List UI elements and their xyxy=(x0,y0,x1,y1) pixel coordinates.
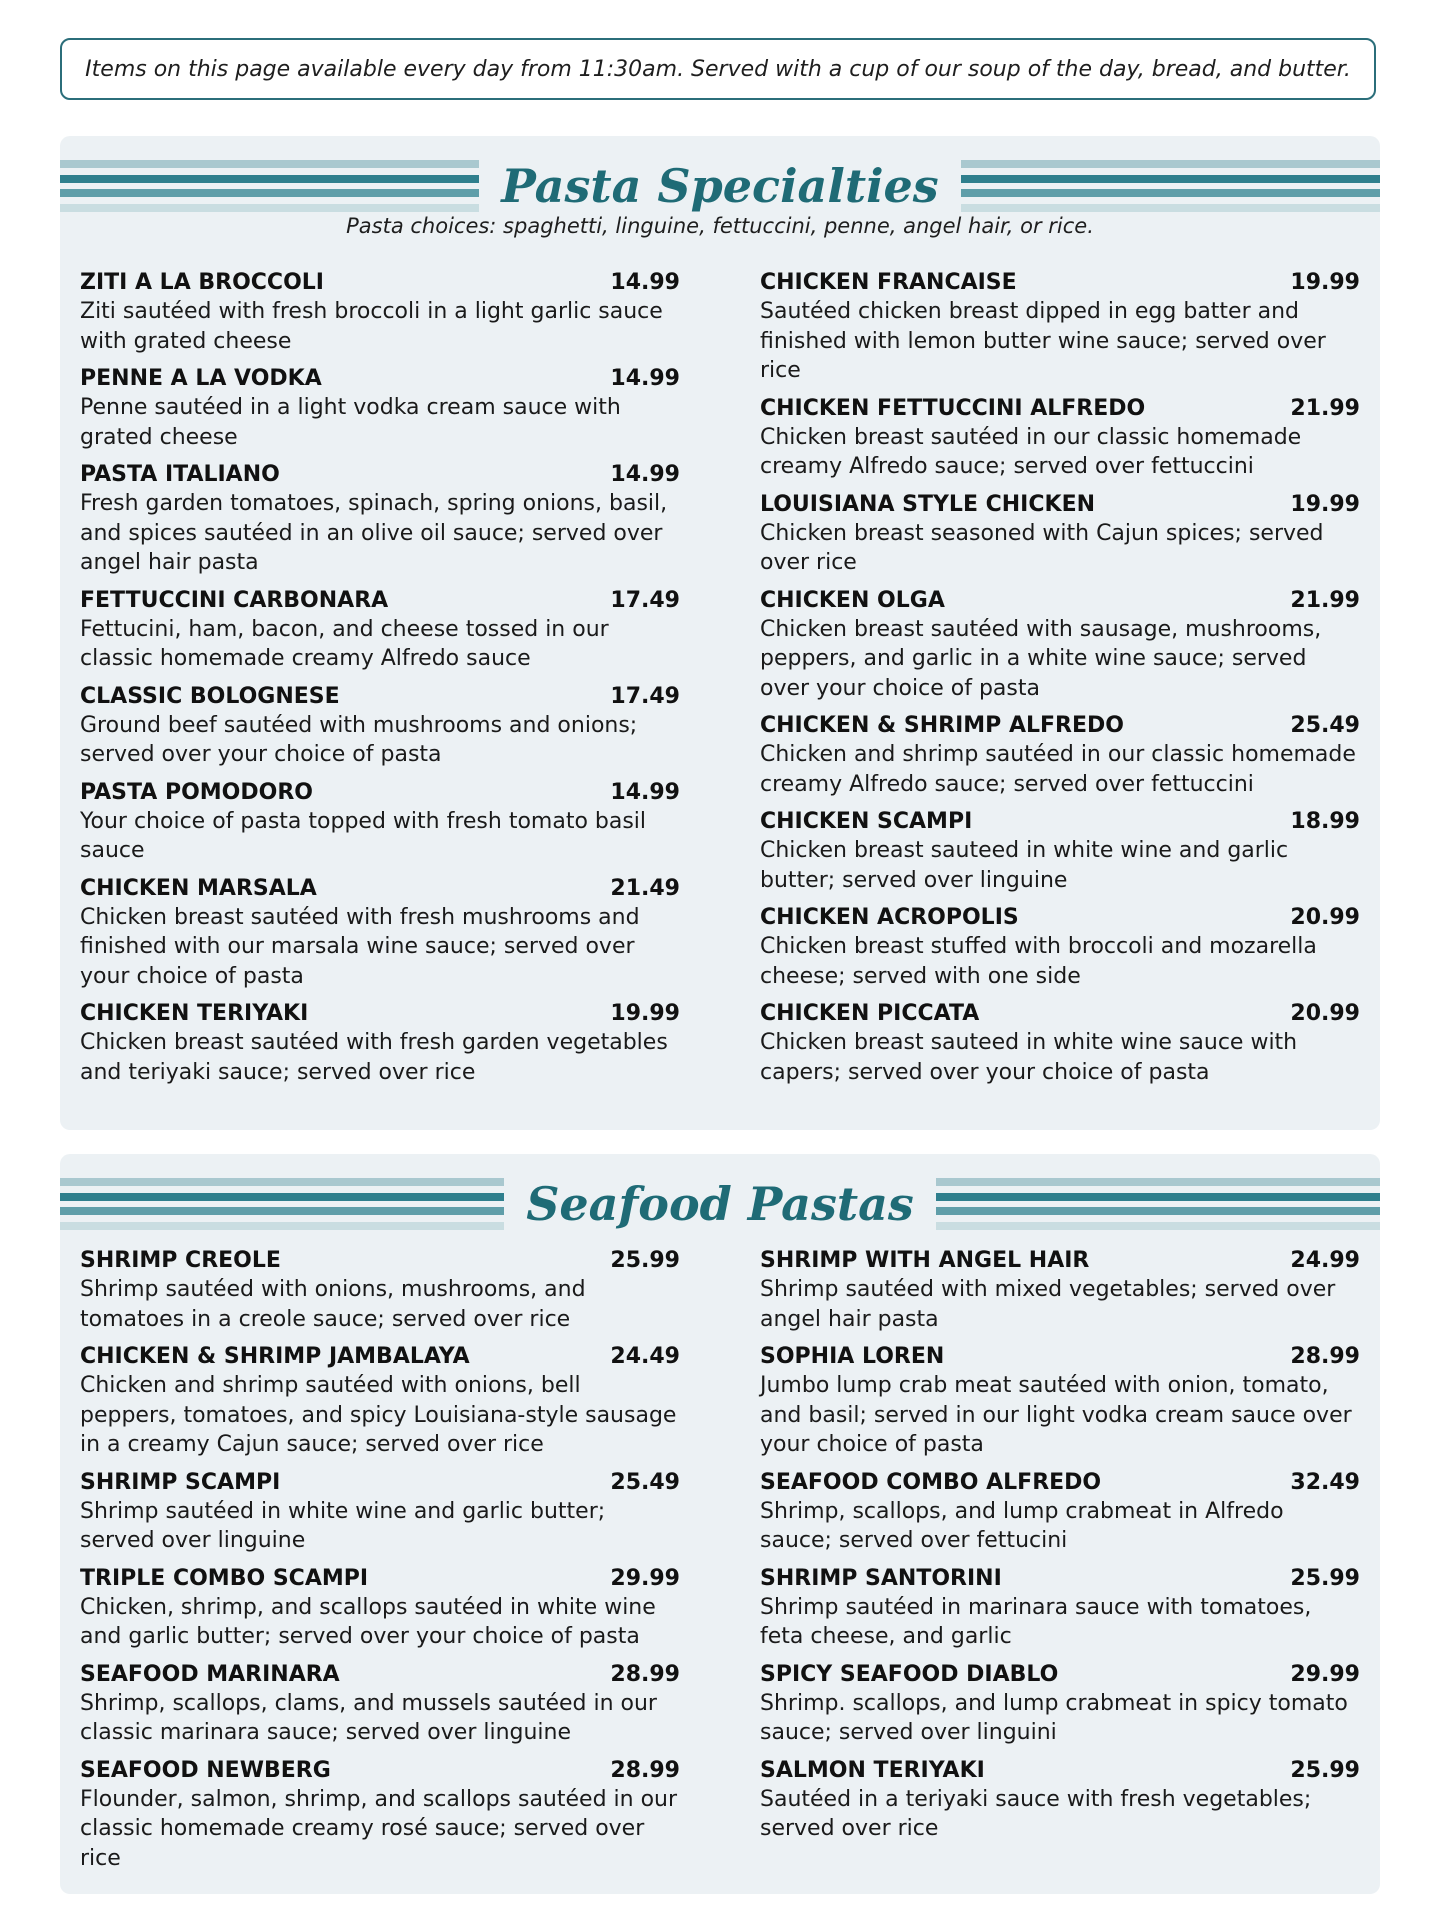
menu-item xyxy=(80,874,680,992)
menu-item-name: SHRIMP SCAMPI xyxy=(80,1469,281,1495)
menu-item-price: 25.99 xyxy=(1290,1757,1360,1783)
menu-item-description: Chicken breast sautéed with fresh garden vegetables and teriyaki sauce; served over rice xyxy=(80,1030,668,1085)
menu-item-description: Flounder, salmon, shrimp, and scallops sautéed in our classic homemade creamy rosé sauce; served over rice xyxy=(80,1786,678,1871)
menu-item-price: 20.99 xyxy=(1290,905,1360,930)
menu-item-name: CHICKEN FETTUCCINI ALFREDO xyxy=(760,395,1146,421)
menu-item-name: CHICKEN TERIYAKI xyxy=(80,1001,309,1026)
menu-item xyxy=(760,999,1360,1087)
menu-item-name: SHRIMP CREOLE xyxy=(80,1248,281,1273)
decorative-stripes xyxy=(60,160,479,212)
menu-item-name: TRIPLE COMBO SCAMPI xyxy=(80,1565,369,1591)
menu-item xyxy=(760,807,1360,895)
menu-item-header xyxy=(80,999,680,1028)
menu-item-header xyxy=(80,364,680,393)
menu-item-description: Shrimp. scallops, and lump crabmeat in spicy tomato sauce; served over linguini xyxy=(760,1690,1348,1745)
menu-item-header xyxy=(760,711,1360,740)
menu-item-description: Chicken breast seasoned with Cajun spices; served over rice xyxy=(760,520,1324,575)
menu-item-name: CHICKEN MARSALA xyxy=(80,875,317,901)
decorative-stripes xyxy=(60,1178,504,1230)
menu-item-price: 25.49 xyxy=(1290,713,1360,738)
menu-item-header xyxy=(760,807,1360,836)
menu-item-name: CHICKEN PICCATA xyxy=(760,1001,980,1026)
menu-item xyxy=(760,394,1360,482)
menu-item-description: Jumbo lump crab meat sautéed with onion, tomato, and basil; served in our light vodka cream sauce over your choice of pasta xyxy=(760,1373,1352,1457)
menu-item-description: Chicken breast sauteed in white wine and garlic butter; served over linguine xyxy=(760,838,1289,893)
menu-item-header xyxy=(80,460,680,489)
menu-item-header xyxy=(80,1246,680,1275)
menu-item xyxy=(80,682,680,770)
menu-item xyxy=(760,268,1360,386)
availability-notice: Items on this page available every day from 11:30am. Served with a cup of our soup of the day, bread, and butter. xyxy=(60,38,1376,100)
menu-item xyxy=(760,586,1360,704)
menu-item xyxy=(80,1468,680,1556)
menu-item-header xyxy=(760,394,1360,423)
menu-item-name: SALMON TERIYAKI xyxy=(760,1757,985,1783)
menu-item-description: Fettucini, ham, bacon, and cheese tossed in our classic homemade creamy Alfredo sauce xyxy=(80,616,609,671)
section-header xyxy=(60,1164,1380,1244)
menu-item-name: PASTA ITALIANO xyxy=(80,462,280,487)
menu-item-price: 17.49 xyxy=(610,587,680,613)
menu-item-name: PENNE A LA VODKA xyxy=(80,366,322,391)
menu-item-description: Chicken and shrimp sautéed in our classic homemade creamy Alfredo sauce; served over fettuccini xyxy=(760,742,1356,797)
menu-item-description: Sautéed chicken breast dipped in egg batter and finished with lemon butter wine sauce; served over rice xyxy=(760,299,1326,383)
menu-item-name: SOPHIA LOREN xyxy=(760,1344,945,1369)
menu-item-header xyxy=(80,682,680,711)
menu-item-description: Shrimp, scallops, clams, and mussels sautéed in our classic marinara sauce; served over linguine xyxy=(80,1690,657,1745)
menu-item xyxy=(80,268,680,356)
menu-item-price: 19.99 xyxy=(1290,270,1360,295)
menu-item-header xyxy=(760,586,1360,615)
menu-item-header xyxy=(80,1564,680,1593)
menu-item xyxy=(80,586,680,674)
menu-item-description: Shrimp sautéed with onions, mushrooms, and tomatoes in a creole sauce; served over rice xyxy=(80,1277,586,1332)
menu-item-header xyxy=(760,1468,1360,1497)
menu-item xyxy=(760,1246,1360,1334)
menu-item xyxy=(80,1660,680,1748)
menu-column-right xyxy=(760,268,1360,1095)
menu-item-price: 19.99 xyxy=(610,1001,680,1026)
menu-item-header xyxy=(80,268,680,297)
menu-item-price: 20.99 xyxy=(1290,1001,1360,1026)
menu-item-description: Ziti sautéed with fresh broccoli in a light garlic sauce with grated cheese xyxy=(80,299,663,354)
menu-item xyxy=(80,1342,680,1460)
menu-item-name: SEAFOOD MARINARA xyxy=(80,1661,340,1687)
menu-column-left xyxy=(80,1246,680,1881)
menu-item-description: Shrimp sautéed in marinara sauce with tomatoes, feta cheese, and garlic xyxy=(760,1594,1312,1649)
menu-item-name: SPICY SEAFOOD DIABLO xyxy=(760,1661,1059,1687)
menu-item-price: 25.49 xyxy=(610,1469,680,1495)
menu-item-header xyxy=(760,1564,1360,1593)
menu-item xyxy=(760,711,1360,799)
menu-item-price: 28.99 xyxy=(1290,1344,1360,1369)
menu-item-header xyxy=(760,268,1360,297)
menu-item xyxy=(760,1342,1360,1460)
menu-item-name: CHICKEN & SHRIMP JAMBALAYA xyxy=(80,1344,470,1369)
menu-item xyxy=(760,1660,1360,1748)
menu-item-description: Chicken, shrimp, and scallops sautéed in white wine and garlic butter; served over your choice of pasta xyxy=(80,1594,656,1649)
pasta-choices-note: Pasta choices: spaghetti, linguine, fettuccini, penne, angel hair, or rice. xyxy=(346,214,1094,238)
menu-column-right xyxy=(760,1246,1360,1881)
menu-item-description: Shrimp, scallops, and lump crabmeat in Alfredo sauce; served over fettucini xyxy=(760,1498,1284,1553)
menu-item-price: 21.99 xyxy=(1290,587,1360,613)
menu-item-price: 32.49 xyxy=(1290,1469,1360,1495)
menu-item xyxy=(80,460,680,578)
menu-item-price: 19.99 xyxy=(1290,491,1360,517)
menu-item xyxy=(760,490,1360,578)
menu-item-header xyxy=(760,490,1360,519)
menu-item-header xyxy=(760,1756,1360,1785)
menu-item-header xyxy=(760,903,1360,932)
menu-item-name: CHICKEN FRANCAISE xyxy=(760,270,1017,295)
menu-item-description: Chicken breast sautéed with sausage, mushrooms, peppers, and garlic in a white wine sauce; served over your choice of pasta xyxy=(760,616,1322,701)
menu-item-description: Chicken breast sautéed in our classic homemade creamy Alfredo sauce; served over fettuccini xyxy=(760,424,1302,479)
menu-item-name: CHICKEN OLGA xyxy=(760,587,945,613)
menu-item-description: Chicken breast sautéed with fresh mushrooms and finished with our marsala wine sauce; served over your choice of pasta xyxy=(80,904,640,989)
menu-column-left xyxy=(80,268,680,1095)
menu-item-name: SEAFOOD NEWBERG xyxy=(80,1757,331,1783)
menu-item-price: 29.99 xyxy=(610,1565,680,1591)
menu-item-header xyxy=(80,586,680,615)
menu-item-header xyxy=(80,1342,680,1371)
menu-item-header xyxy=(80,1660,680,1689)
menu-item-header xyxy=(760,1246,1360,1275)
menu-item-price: 18.99 xyxy=(1290,809,1360,834)
menu-item-price: 17.49 xyxy=(610,683,680,709)
menu-item-description: Fresh garden tomatoes, spinach, spring onions, basil, and spices sautéed in an olive oil sauce; served over angel hair pasta xyxy=(80,491,668,575)
menu-item-price: 21.99 xyxy=(1290,395,1360,421)
section-title: Pasta Specialties xyxy=(501,159,939,213)
menu-item-name: FETTUCCINI CARBONARA xyxy=(80,587,389,613)
menu-item-name: SHRIMP WITH ANGEL HAIR xyxy=(760,1248,1090,1273)
pasta-specialties-section xyxy=(60,136,1380,1130)
decorative-stripes xyxy=(936,1178,1380,1230)
menu-item-price: 24.99 xyxy=(1290,1248,1360,1273)
menu-item-price: 14.99 xyxy=(610,462,680,487)
menu-item-name: ZITI A LA BROCCOLI xyxy=(80,270,324,295)
menu-item xyxy=(80,1246,680,1334)
menu-item-description: Shrimp sautéed in white wine and garlic butter; served over linguine xyxy=(80,1498,606,1553)
menu-item-name: CHICKEN & SHRIMP ALFREDO xyxy=(760,713,1124,738)
seafood-pastas-section xyxy=(60,1154,1380,1894)
menu-item-header xyxy=(760,999,1360,1028)
menu-item xyxy=(760,1564,1360,1652)
menu-item-header xyxy=(760,1342,1360,1371)
menu-item xyxy=(760,1756,1360,1844)
menu-item-description: Your choice of pasta topped with fresh tomato basil sauce xyxy=(80,808,647,863)
menu-item-price: 14.99 xyxy=(610,366,680,391)
section-title: Seafood Pastas xyxy=(526,1177,914,1231)
menu-item-price: 14.99 xyxy=(610,779,680,805)
menu-item-description: Chicken and shrimp sautéed with onions, bell peppers, tomatoes, and spicy Louisiana-style sausage in a creamy Cajun sauce; served over rice xyxy=(80,1373,677,1457)
menu-item-description: Sautéed in a teriyaki sauce with fresh vegetables; served over rice xyxy=(760,1786,1312,1841)
menu-item-header xyxy=(80,778,680,807)
menu-item xyxy=(760,1468,1360,1556)
menu-item-name: PASTA POMODORO xyxy=(80,779,313,805)
menu-item-header xyxy=(760,1660,1360,1689)
menu-item-name: SHRIMP SANTORINI xyxy=(760,1565,1002,1591)
menu-item-description: Chicken breast stuffed with broccoli and mozarella cheese; served with one side xyxy=(760,934,1317,989)
menu-item-description: Shrimp sautéed with mixed vegetables; served over angel hair pasta xyxy=(760,1277,1336,1332)
menu-item xyxy=(80,778,680,866)
decorative-stripes xyxy=(961,160,1380,212)
menu-item xyxy=(80,999,680,1087)
menu-item xyxy=(80,1756,680,1874)
menu-item-description: Chicken breast sauteed in white wine sauce with capers; served over your choice of pasta xyxy=(760,1030,1298,1085)
menu-item-description: Ground beef sautéed with mushrooms and onions; served over your choice of pasta xyxy=(80,712,638,767)
menu-item xyxy=(80,1564,680,1652)
menu-item xyxy=(760,903,1360,991)
menu-item-header xyxy=(80,1756,680,1785)
menu-item-price: 28.99 xyxy=(610,1757,680,1783)
menu-item-description: Penne sautéed in a light vodka cream sauce with grated cheese xyxy=(80,395,621,450)
menu-item-name: LOUISIANA STYLE CHICKEN xyxy=(760,491,1096,517)
menu-item-name: SEAFOOD COMBO ALFREDO xyxy=(760,1469,1102,1495)
menu-item-price: 25.99 xyxy=(610,1248,680,1273)
menu-item-header xyxy=(80,874,680,903)
menu-item-price: 24.49 xyxy=(610,1344,680,1369)
menu-item-price: 29.99 xyxy=(1290,1661,1360,1687)
menu-item-price: 28.99 xyxy=(610,1661,680,1687)
menu-item-header xyxy=(80,1468,680,1497)
menu-item-name: CHICKEN SCAMPI xyxy=(760,809,973,834)
menu-item-name: CLASSIC BOLOGNESE xyxy=(80,683,340,709)
menu-item-price: 25.99 xyxy=(1290,1565,1360,1591)
menu-item-price: 14.99 xyxy=(610,270,680,295)
menu-item xyxy=(80,364,680,452)
menu-item-name: CHICKEN ACROPOLIS xyxy=(760,905,1019,930)
menu-item-price: 21.49 xyxy=(610,875,680,901)
